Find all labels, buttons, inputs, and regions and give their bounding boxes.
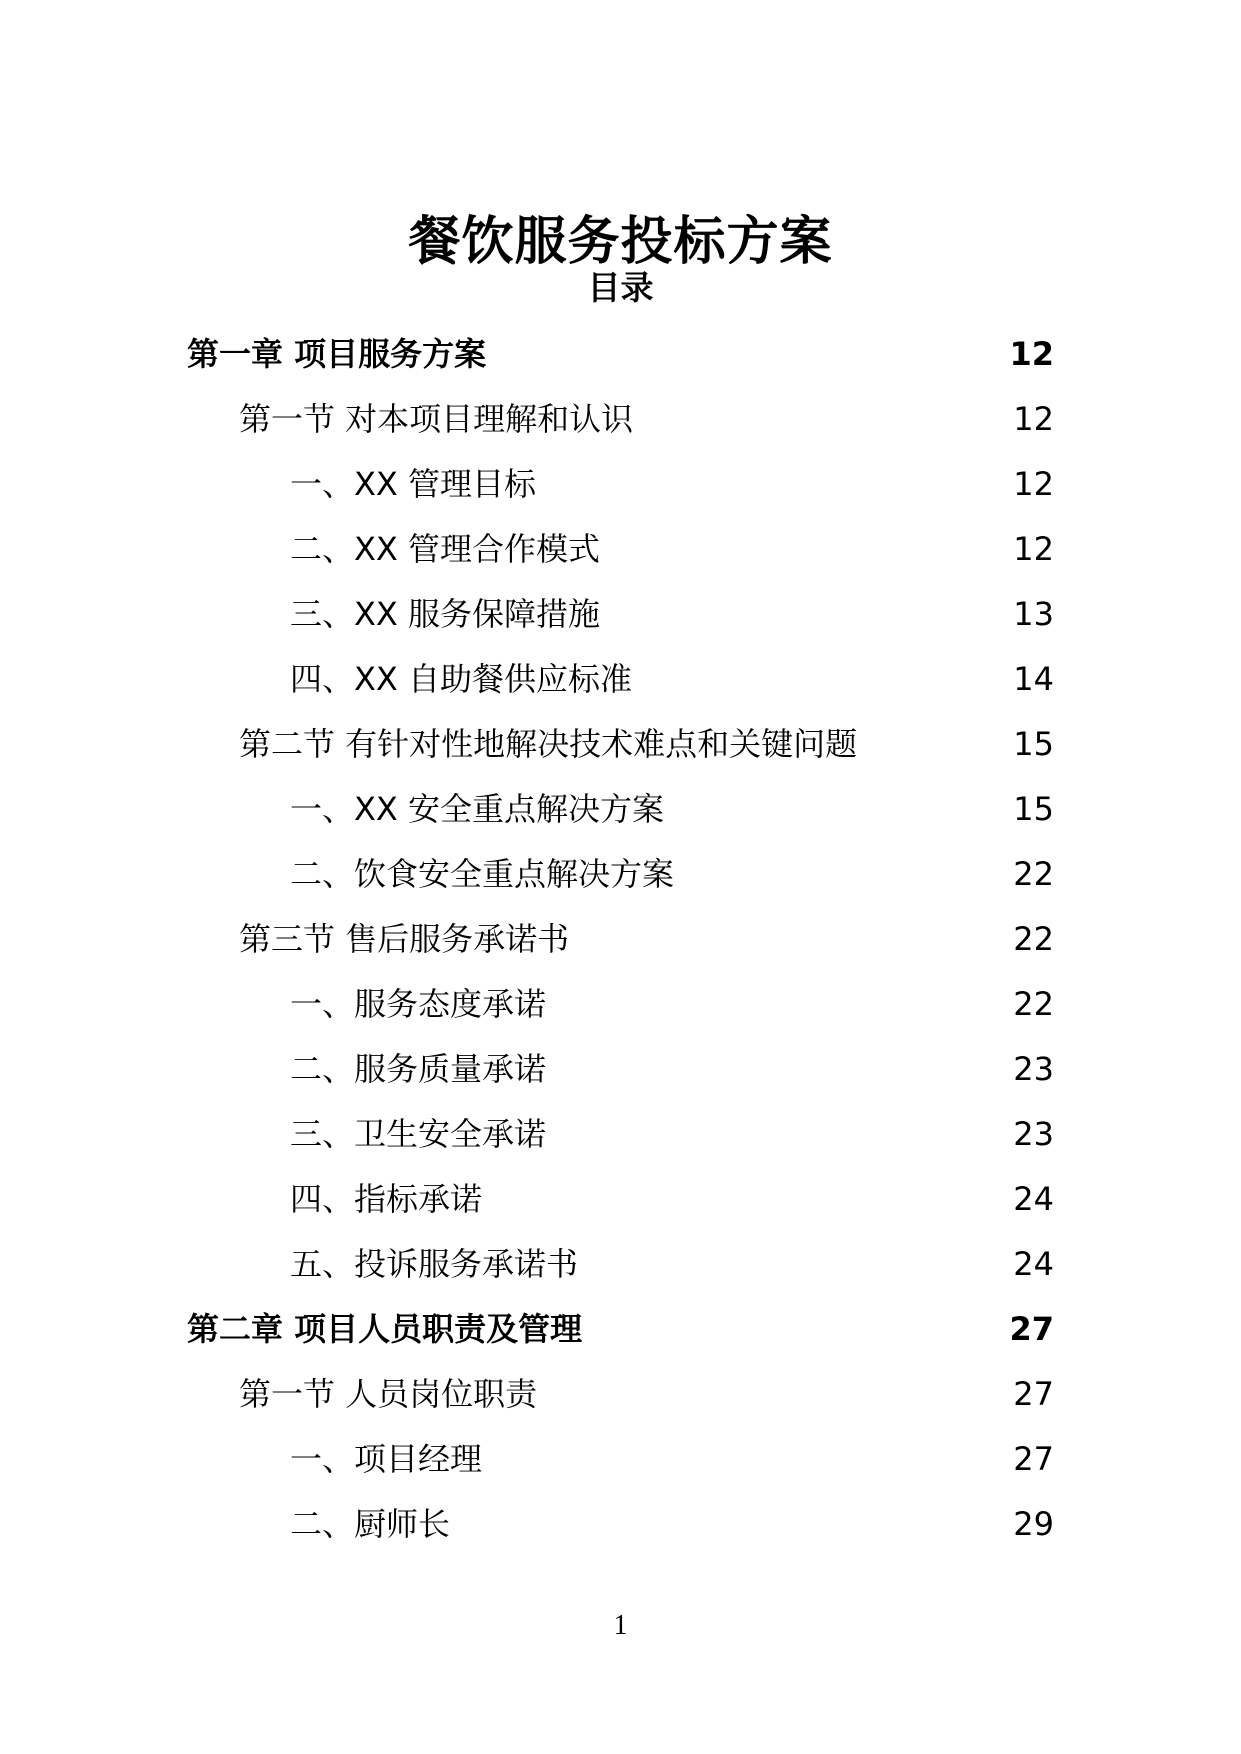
toc-entry-page: 12 — [1013, 400, 1054, 438]
toc-entry-page: 24 — [1013, 1180, 1054, 1218]
toc-entry-title: 三、XX 服务保障措施 — [290, 595, 601, 633]
toc-entry-page: 27 — [1009, 1310, 1054, 1348]
toc-item-entry[interactable] — [187, 842, 1054, 907]
toc-entry-page: 22 — [1013, 985, 1054, 1023]
toc-entry-page: 22 — [1013, 855, 1054, 893]
toc-entry-title: 第二节 有针对性地解决技术难点和关键问题 — [239, 725, 858, 763]
toc-entry-title: 第三节 售后服务承诺书 — [239, 920, 570, 958]
toc-entry-title: 第二章 项目人员职责及管理 — [187, 1310, 583, 1348]
toc-entry-title: 一、项目经理 — [290, 1440, 483, 1478]
toc-item-entry[interactable] — [187, 1037, 1054, 1102]
toc-item-entry[interactable] — [187, 972, 1054, 1037]
toc-entry-title: 一、XX 管理目标 — [290, 465, 537, 503]
toc-entry-title: 二、厨师长 — [290, 1505, 451, 1543]
toc-entry-title: 一、XX 安全重点解决方案 — [290, 790, 665, 828]
toc-entry-title: 二、服务质量承诺 — [290, 1050, 547, 1088]
toc-entry-page: 24 — [1013, 1245, 1054, 1283]
toc-chapter-entry[interactable] — [187, 1297, 1054, 1362]
toc-section-entry[interactable] — [187, 907, 1054, 972]
toc-item-entry[interactable] — [187, 777, 1054, 842]
page-number: 1 — [613, 1610, 628, 1641]
toc-heading: 目录 — [587, 268, 654, 307]
toc-entry-page: 13 — [1013, 595, 1054, 633]
toc-section-entry[interactable] — [187, 387, 1054, 452]
toc-item-entry[interactable] — [187, 517, 1054, 582]
toc-entry-title: 二、XX 管理合作模式 — [290, 530, 601, 568]
toc-entry-title: 第一节 人员岗位职责 — [239, 1375, 538, 1413]
toc-entry-page: 23 — [1013, 1115, 1054, 1153]
toc-item-entry[interactable] — [187, 647, 1054, 712]
toc-entry-page: 29 — [1013, 1505, 1054, 1543]
toc-section-entry[interactable] — [187, 1362, 1054, 1427]
toc-entry-page: 27 — [1013, 1375, 1054, 1413]
table-of-contents — [187, 322, 1054, 1557]
toc-entry-title: 第一节 对本项目理解和认识 — [239, 400, 634, 438]
toc-entry-page: 22 — [1013, 920, 1054, 958]
toc-item-entry[interactable] — [187, 1492, 1054, 1557]
document-title: 餐饮服务投标方案 — [408, 211, 833, 272]
toc-entry-title: 三、卫生安全承诺 — [290, 1115, 547, 1153]
toc-entry-page: 15 — [1013, 790, 1054, 828]
toc-entry-page: 27 — [1013, 1440, 1054, 1478]
toc-item-entry[interactable] — [187, 1232, 1054, 1297]
toc-entry-page: 12 — [1013, 465, 1054, 503]
toc-section-entry[interactable] — [187, 712, 1054, 777]
toc-chapter-entry[interactable] — [187, 322, 1054, 387]
toc-entry-title: 四、指标承诺 — [290, 1180, 483, 1218]
toc-item-entry[interactable] — [187, 452, 1054, 517]
toc-entry-title: 一、服务态度承诺 — [290, 985, 547, 1023]
toc-entry-title: 第一章 项目服务方案 — [187, 335, 487, 373]
toc-entry-page: 23 — [1013, 1050, 1054, 1088]
toc-item-entry[interactable] — [187, 1167, 1054, 1232]
toc-entry-page: 12 — [1009, 335, 1054, 373]
toc-entry-page: 15 — [1013, 725, 1054, 763]
toc-entry-page: 14 — [1013, 660, 1054, 698]
toc-item-entry[interactable] — [187, 582, 1054, 647]
toc-item-entry[interactable] — [187, 1427, 1054, 1492]
toc-entry-title: 五、投诉服务承诺书 — [290, 1245, 579, 1283]
toc-entry-title: 二、饮食安全重点解决方案 — [290, 855, 675, 893]
toc-entry-page: 12 — [1013, 530, 1054, 568]
toc-entry-title: 四、XX 自助餐供应标准 — [290, 660, 633, 698]
toc-item-entry[interactable] — [187, 1102, 1054, 1167]
